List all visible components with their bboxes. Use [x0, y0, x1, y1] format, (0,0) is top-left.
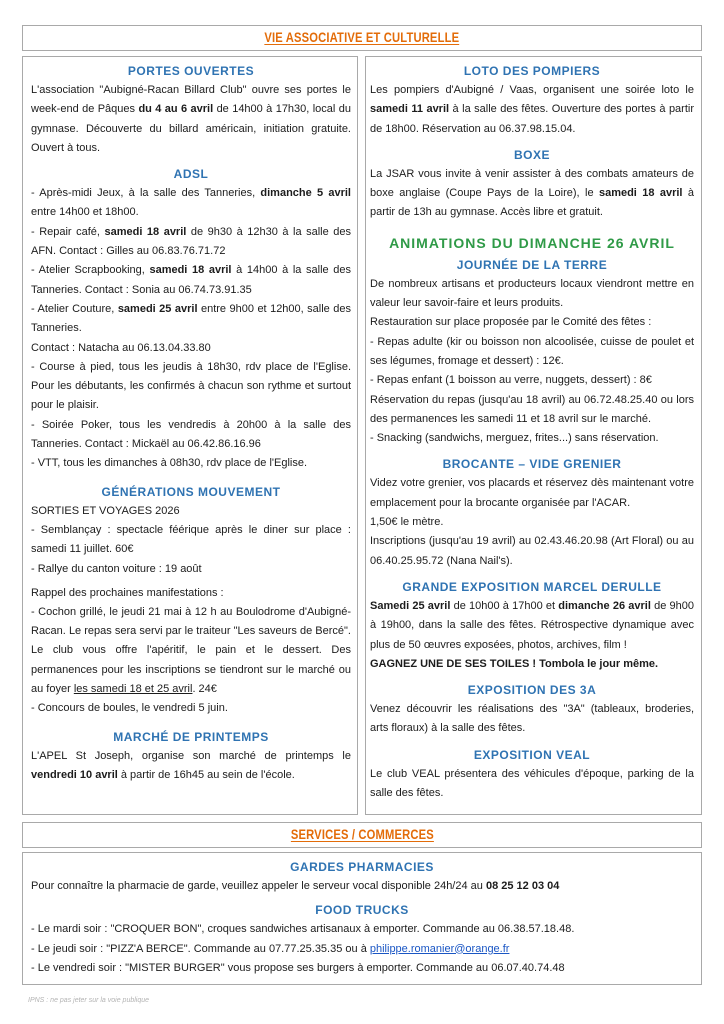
marche-printemps-text [31, 747, 351, 786]
text-segment: - Atelier Scrapbooking, [31, 264, 150, 277]
generations-mouvement-title: GÉNÉRATIONS MOUVEMENT [101, 484, 281, 499]
services-title: SERVICES / COMMERCES [290, 826, 434, 842]
text-segment: Les pompiers d'Aubigné / Vaas, organisent une soirée loto le [370, 84, 694, 96]
highlighted-date: samedi 25 avril [117, 302, 198, 315]
text-segment: Pour connaître la pharmacie de garde, veuillez appeler le serveur vocal disponible 24h/24 au [31, 880, 486, 892]
text-segment: . 24€ [192, 683, 217, 695]
highlighted-date: dimanche 5 avril [260, 187, 351, 200]
text-segment: - Cochon grillé, le jeudi 21 mai à 12 h au Boulodrome d'Aubigné-Racan. Le repas sera servi par le traiteur "Les saveurs de Bercé". Le club vous offre l'apéritif, le pain et le dessert. Des permanences pour les inscriptions se tiendront sur le marché ou au foyer [31, 605, 351, 695]
repas-adulte-item: - Repas adulte (kir ou boisson non alcoolisée, cuisse de poulet et ses légumes, fromage et dessert) : 12€. [370, 335, 694, 367]
exposition-3a-title: EXPOSITION DES 3A [467, 683, 597, 698]
repas-enfant-item: - Repas enfant (1 boisson au verre, nuggets, dessert) : 8€ [370, 374, 652, 387]
highlighted-date: samedi 11 avril [370, 103, 450, 116]
marche-printemps-title: MARCHÉ DE PRINTEMPS [113, 729, 269, 744]
tombola-highlight: GAGNEZ UNE DE SES TOILES ! Tombola le jour même. [370, 657, 659, 670]
highlighted-date: dimanche 26 avril [558, 599, 651, 612]
food-truck-vendredi: - Le vendredi soir : "MISTER BURGER" vous propose ses burgers à emporter. Commande au 06.07.40.74.48 [31, 961, 565, 974]
snacking-item: - Snacking (sandwichs, merguez, frites...) sans réservation. [370, 432, 659, 445]
adsl-title: ADSL [173, 167, 209, 182]
tombola-text [370, 655, 694, 674]
pharmacies-text [31, 877, 693, 896]
boxe-title: BOXE [513, 147, 550, 162]
adsl-item [31, 300, 351, 339]
text-segment: entre 14h00 et 18h00. [31, 206, 139, 219]
loto-text [370, 81, 694, 139]
text-segment: - Repair café, [31, 225, 105, 238]
exposition-3a-text: Venez découvrir les réalisations des "3A" (tableaux, broderies, arts floraux) à la salle des fêtes. [370, 703, 694, 735]
adsl-item: - Soirée Poker, tous les vendredis à 20h00 à la salle des Tanneries. Contact : Mickaël au 06.42.86.16.96 [31, 418, 351, 451]
reservation-text: Réservation du repas (jusqu'au 18 avril) au 06.72.48.25.40 ou lors des permanences les samedi 11 et 18 avril sur le marché. [370, 393, 694, 425]
left-column [22, 56, 358, 815]
adsl-item [31, 184, 351, 223]
pharmacy-phone: 08 25 12 03 04 [485, 880, 560, 892]
journee-terre-title: JOURNÉE DE LA TERRE [456, 257, 608, 272]
text-segment: à partir de 16h45 au sein de l'école. [117, 768, 295, 781]
generations-subtitle: SORTIES ET VOYAGES 2026 [31, 504, 180, 517]
cochon-grille-item [31, 603, 351, 699]
text-segment: de 14h00 à 17h30, local du gymnase. Découverte du billard américain, initiation gratuite. Ouvert à tous. [31, 103, 351, 154]
adsl-item [31, 261, 351, 300]
text-segment: à 14h00 à la salle des Tanneries. Contact : Sonia au 06.74.73.91.35 [31, 264, 351, 296]
brocante-intro: Videz votre grenier, vos placards et réservez dès maintenant votre emplacement pour la brocante organisée par l'ACAR. [370, 477, 694, 509]
highlighted-date: Samedi 25 avril [370, 599, 451, 612]
pharmacies-title: GARDES PHARMACIES [290, 860, 434, 874]
text-segment: de 9h30 à 12h30 à la salle des AFN. Contact : Gilles au 06.83.76.71.72 [31, 225, 351, 258]
highlighted-date: samedi 18 avril [104, 225, 187, 238]
adsl-item [31, 223, 351, 262]
text-segment: L'APEL St Joseph, organise son marché de printemps le [31, 749, 351, 762]
text-segment: - Après-midi Jeux, à la salle des Tanneries, [31, 187, 261, 200]
portes-ouvertes-title: PORTES OUVERTES [127, 64, 255, 78]
portes-ouvertes-text [31, 81, 351, 158]
brocante-title: BROCANTE – VIDE GRENIER [442, 457, 622, 472]
highlighted-date: samedi 18 avril [598, 187, 683, 200]
adsl-item: Contact : Natacha au 06.13.04.33.80 [31, 341, 211, 354]
concours-item: - Concours de boules, le vendredi 5 juin. [31, 702, 228, 715]
text-segment: à partir de 13h au gymnase. Accès libre et gratuit. [370, 187, 694, 219]
highlighted-date: samedi 18 avril [149, 264, 232, 277]
text-segment: à la salle des fêtes. Ouverture des portes à partir de 18h00. Réservation au 06.37.98.15.04. [370, 103, 695, 135]
adsl-item: - VTT, tous les dimanches à 08h30, rdv place de l'Eglise. [31, 457, 308, 470]
right-column [365, 56, 702, 815]
text-segment: de 10h00 à 17h00 et [450, 599, 559, 612]
food-truck-jeudi [31, 940, 693, 959]
text-segment: de 9h00 à 19h00, dans la salle des fêtes. Rétrospective dynamique avec plus de 50 œuvres exposées, photos, archives, film ! [370, 599, 694, 651]
food-truck-mardi: - Le mardi soir : "CROQUER BON", croques sandwiches artisanaux à emporter. Commande au 06.38.57.18.48. [31, 923, 575, 936]
text-segment: - Le jeudi soir : "PIZZ'A BERCE". Commande au 07.77.25.35.35 ou à [31, 942, 370, 955]
text-segment: La JSAR vous invite à venir assister à des combats amateurs de boxe anglaise (Coupe Pays de la Loire), le [370, 167, 694, 200]
underlined-dates: les samedi 18 et 25 avril [73, 683, 193, 695]
highlighted-date: du 4 au 6 avril [138, 103, 214, 116]
email-link[interactable]: philippe.romanier@orange.fr [369, 942, 510, 955]
food-trucks-title: FOOD TRUCKS [315, 903, 409, 918]
text-segment: entre 9h00 et 12h00, salle des Tanneries. [31, 302, 352, 335]
exposition-derulle-title: GRANDE EXPOSITION MARCEL DERULLE [402, 579, 662, 594]
vie-associative-title: VIE ASSOCIATIVE ET CULTURELLE [264, 29, 460, 45]
brocante-inscriptions: Inscriptions (jusqu'au 19 avril) au 02.43.46.20.98 (Art Floral) ou au 06.40.25.95.72 (Nana Nail's). [370, 535, 694, 567]
text-segment: L'association "Aubigné-Racan Billard Club" ouvre ses portes le week-end de Pâques [31, 84, 351, 116]
exposition-veal-text: Le club VEAL présentera des véhicules d'époque, parking de la salle des fêtes. [370, 767, 694, 800]
restauration-label: Restauration sur place proposée par le Comité des fêtes : [370, 316, 652, 329]
exposition-veal-title: EXPOSITION VEAL [473, 747, 591, 762]
loto-title: LOTO DES POMPIERS [463, 64, 601, 78]
services-box [22, 852, 702, 985]
exposition-derulle-text [370, 597, 694, 655]
services-header [22, 822, 702, 848]
brocante-price: 1,50€ le mètre. [370, 516, 444, 529]
ipns-footer: IPNS : ne pas jeter sur la voie publique [28, 997, 150, 1004]
vie-associative-header [22, 25, 702, 51]
highlighted-date: vendredi 10 avril [31, 768, 118, 781]
adsl-item: - Course à pied, tous les jeudis à 18h30, rdv place de l'Eglise. Pour les débutants, les confirmés à chacun son rythme et surtout pour le plaisir. [31, 360, 351, 412]
rappel-label: Rappel des prochaines manifestations : [31, 586, 224, 599]
text-segment: - Atelier Couture, [31, 302, 118, 315]
voyage-item: - Rallye du canton voiture : 19 août [31, 562, 202, 575]
animations-title: ANIMATIONS DU DIMANCHE 26 AVRIL [389, 234, 675, 251]
voyage-item: - Semblançay : spectacle féérique après le diner sur place : samedi 11 juillet. 60€ [31, 523, 351, 556]
journee-terre-intro: De nombreux artisans et producteurs locaux viendront mettre en valeur leur savoir-faire et leurs produits. [370, 277, 694, 310]
boxe-text [370, 165, 694, 223]
